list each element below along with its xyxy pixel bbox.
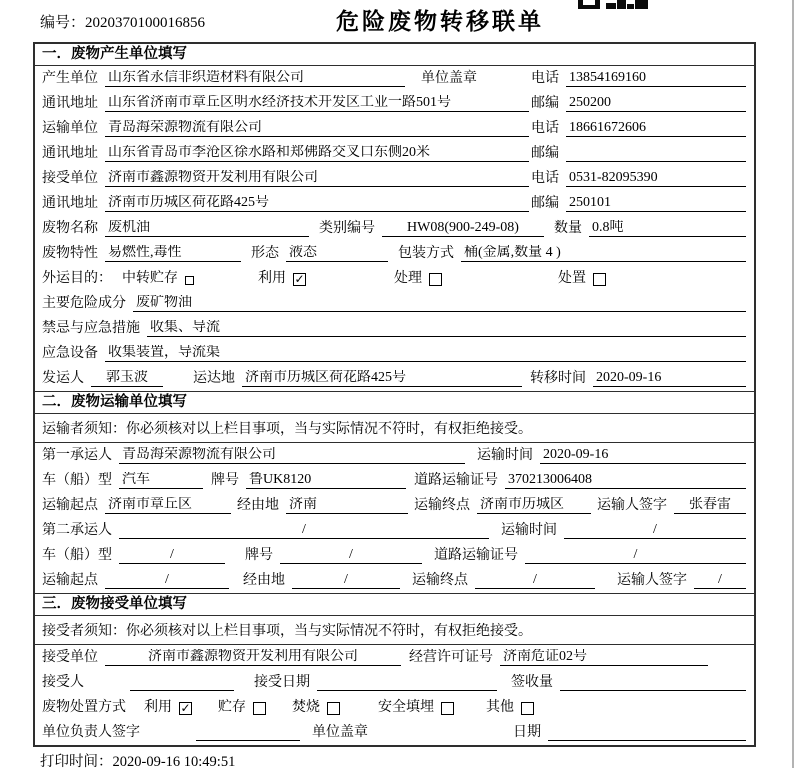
purpose-opt-use-label: 利用 — [258, 271, 286, 286]
destination-value: 济南市历城区荷花路425号 — [242, 370, 522, 387]
producer-phone-value: 13854169160 — [566, 70, 746, 87]
transfer-storage-checkbox[interactable] — [185, 276, 194, 285]
first-carrier-row — [35, 443, 754, 468]
disposal-opt-store-label: 贮存 — [218, 700, 246, 715]
second-carrier-row — [35, 518, 754, 543]
hazard-label: 主要危险成分 — [42, 296, 126, 311]
disposal-incinerate-checkbox[interactable] — [327, 702, 340, 715]
route-end-label: 运输终点 — [412, 573, 468, 588]
treatment-checkbox[interactable] — [429, 273, 442, 286]
vehicle-type-value: 汽车 — [119, 472, 203, 489]
destination-label: 运达地 — [193, 371, 235, 386]
received-qty-value — [560, 675, 746, 691]
acceptor-value — [130, 675, 234, 691]
signoff-row — [35, 720, 754, 745]
road-license-label: 道路运输证号 — [414, 473, 498, 488]
transporter-zip-value — [566, 146, 746, 162]
purpose-opt-treat-label: 处理 — [394, 271, 422, 286]
route-start-value: 济南市章丘区 — [105, 497, 231, 514]
road-license2-value: / — [525, 547, 746, 564]
vehicle1-row — [35, 468, 754, 493]
accept-unit-value: 济南市鑫源物资开发利用有限公司 — [105, 649, 401, 666]
waste-qty-label: 数量 — [554, 221, 582, 236]
zip-label: 邮编 — [531, 196, 559, 211]
road-license-label: 道路运输证号 — [434, 548, 518, 563]
plate-label: 牌号 — [245, 548, 273, 563]
transporter-value: 青岛海荣源物流有限公司 — [105, 120, 529, 137]
route-via2-value: / — [292, 572, 400, 589]
disposal-opt-landfill-label: 安全填埋 — [378, 700, 434, 715]
packing-label: 包装方式 — [398, 246, 454, 261]
plate-value: 鲁UK8120 — [246, 472, 406, 489]
carrier-sign2-value: / — [694, 572, 746, 589]
page-edge-divider — [792, 0, 794, 768]
first-carrier-label: 第一承运人 — [42, 448, 112, 463]
route-start-label: 运输起点 — [42, 498, 98, 513]
vehicle-type-label: 车（船）型 — [42, 548, 112, 563]
vehicle-type2-value: / — [119, 547, 225, 564]
accept-unit-label: 接受单位 — [42, 650, 98, 665]
unit-seal-label: 单位盖章 — [312, 725, 368, 740]
plate-label: 牌号 — [211, 473, 239, 488]
receiver-phone-value: 0531-82095390 — [566, 170, 746, 187]
section-receiver — [35, 593, 754, 745]
phone-label: 电话 — [531, 171, 559, 186]
route1-row — [35, 493, 754, 518]
transporter-address-value: 山东省青岛市李沧区徐水路和郑佛路交叉口东侧20米 — [105, 145, 529, 162]
zip-label: 邮编 — [531, 96, 559, 111]
acceptor-label: 接受人 — [42, 675, 84, 690]
route-via-label: 经由地 — [243, 573, 285, 588]
accept-unit-row — [35, 645, 754, 670]
date-value — [548, 725, 746, 741]
carrier-sign-label: 运输人签字 — [597, 498, 667, 513]
received-qty-label: 签收量 — [511, 675, 553, 690]
zip-label: 邮编 — [531, 146, 559, 161]
section2-header: 二．废物运输单位填写 — [35, 392, 754, 414]
address-label: 通讯地址 — [42, 196, 98, 211]
print-time-value: 2020-09-16 10:49:51 — [112, 754, 236, 768]
section-transport — [35, 391, 754, 593]
producer-zip-value: 250200 — [566, 95, 746, 112]
receiver-address-row — [35, 191, 754, 216]
purpose-row — [35, 266, 754, 291]
shipper-label: 发运人 — [42, 371, 84, 386]
section1-header: 一．废物产生单位填写 — [35, 44, 754, 66]
transporter-phone-value: 18661672606 — [566, 120, 746, 137]
address-label: 通讯地址 — [42, 96, 98, 111]
waste-qty-value: 0.8吨 — [589, 220, 746, 237]
section-producer — [35, 44, 754, 391]
transfer-time-label: 转移时间 — [530, 371, 586, 386]
purpose-opt-transfer-label: 中转贮存 — [122, 271, 178, 286]
producer-value: 山东省永信非织造材料有限公司 — [105, 70, 405, 87]
route-start2-value: / — [105, 572, 229, 589]
seal-label: 单位盖章 — [421, 71, 477, 86]
disposal-method-label: 废物处置方式 — [42, 700, 126, 715]
purpose-opt-dispose-label: 处置 — [558, 271, 586, 286]
use-checkbox[interactable]: ✓ — [294, 272, 305, 286]
waste-props-value: 易燃性,毒性 — [105, 245, 241, 262]
transport-time-label: 运输时间 — [501, 523, 557, 538]
phone-label: 电话 — [531, 121, 559, 136]
producer-row — [35, 66, 754, 91]
route-end-label: 运输终点 — [414, 498, 470, 513]
qr-code-fragment-icon — [578, 0, 650, 9]
receiver-zip-value: 250101 — [566, 195, 746, 212]
date-label: 日期 — [513, 725, 541, 740]
equipment-label: 应急设备 — [42, 346, 98, 361]
shipper-row — [35, 366, 754, 391]
second-carrier-value: / — [119, 522, 489, 539]
hazard-row — [35, 291, 754, 316]
taboo-row — [35, 316, 754, 341]
accept-date-label: 接受日期 — [254, 675, 310, 690]
disposal-other-checkbox[interactable] — [521, 702, 534, 715]
producer-label: 产生单位 — [42, 71, 98, 86]
vehicle2-row — [35, 543, 754, 568]
disposal-opt-burn-label: 焚烧 — [292, 700, 320, 715]
equipment-value: 收集装置，导流渠 — [105, 345, 746, 362]
taboo-label: 禁忌与应急措施 — [42, 321, 140, 336]
waste-name-label: 废物名称 — [42, 221, 98, 236]
waste-form-value: 液态 — [286, 245, 388, 262]
transport-time-label: 运输时间 — [477, 448, 533, 463]
receiver-label: 接受单位 — [42, 171, 98, 186]
transporter-notice: 运输者须知：你必须核对以上栏目事项，当与实际情况不符时，有权拒绝接受。 — [35, 414, 754, 443]
packing-value: 桶(金属,数量 4 ) — [461, 245, 746, 262]
transporter-row — [35, 116, 754, 141]
waste-name-value: 废机油 — [105, 220, 309, 237]
shipper-value: 郭玉波 — [91, 370, 163, 387]
route-start-label: 运输起点 — [42, 573, 98, 588]
disposal-method-row — [35, 695, 754, 720]
receiver-address-value: 济南市历城区荷花路425号 — [105, 195, 529, 212]
route-via-label: 经由地 — [237, 498, 279, 513]
responsible-sign-label: 单位负责人签字 — [42, 725, 140, 740]
doc-number-value: 2020370100016856 — [85, 15, 206, 31]
print-time-label: 打印时间： — [40, 754, 113, 768]
transporter-address-row — [35, 141, 754, 166]
transfer-time-value: 2020-09-16 — [593, 370, 746, 387]
receiver-notice: 接受者须知：你必须核对以上栏目事项，当与实际情况不符时，有权拒绝接受。 — [35, 616, 754, 645]
producer-address-value: 山东省济南市章丘区明水经济技术开发区工业一路501号 — [105, 95, 529, 112]
manifest-form — [33, 42, 756, 747]
disposal-opt-other-label: 其他 — [486, 700, 514, 715]
route-end2-value: / — [475, 572, 595, 589]
carrier-sign-label: 运输人签字 — [617, 573, 687, 588]
waste-form-label: 形态 — [251, 246, 279, 261]
first-carrier-value: 青岛海荣源物流有限公司 — [119, 447, 465, 464]
disposal-store-checkbox[interactable] — [253, 702, 266, 715]
plate2-value: / — [280, 547, 422, 564]
disposal-checkbox[interactable] — [593, 273, 606, 286]
print-time — [40, 750, 235, 768]
route-end-value: 济南市历城区 — [477, 497, 591, 514]
transporter-label: 运输单位 — [42, 121, 98, 136]
route2-row — [35, 568, 754, 593]
responsible-sign-value — [196, 725, 300, 741]
equipment-row — [35, 341, 754, 366]
hazard-value: 废矿物油 — [133, 295, 746, 312]
waste-props-label: 废物特性 — [42, 246, 98, 261]
operating-license-value: 济南危证02号 — [500, 649, 708, 666]
vehicle-type-label: 车（船）型 — [42, 473, 112, 488]
receiver-row — [35, 166, 754, 191]
producer-address-row — [35, 91, 754, 116]
doc-title: 危险废物转移联单 — [336, 9, 544, 34]
second-carrier-label: 第二承运人 — [42, 523, 112, 538]
road-license-value: 370213006408 — [505, 472, 746, 489]
section3-header: 三．废物接受单位填写 — [35, 594, 754, 616]
disposal-use-checkbox[interactable]: ✓ — [180, 701, 191, 715]
doc-number-label: 编号： — [40, 15, 86, 31]
carrier-sign-value: 张春雷 — [674, 497, 746, 514]
waste-props-row — [35, 241, 754, 266]
waste-code-value: HW08(900-249-08) — [382, 220, 544, 237]
operating-license-label: 经营许可证号 — [409, 650, 493, 665]
transport-time2-value: / — [564, 522, 746, 539]
address-label: 通讯地址 — [42, 146, 98, 161]
transport-time-value: 2020-09-16 — [540, 447, 746, 464]
receiver-value: 济南市鑫源物资开发利用有限公司 — [105, 170, 529, 187]
phone-label: 电话 — [531, 71, 559, 86]
accept-date-value — [317, 675, 497, 691]
disposal-opt-use-label: 利用 — [144, 700, 172, 715]
disposal-landfill-checkbox[interactable] — [441, 702, 454, 715]
purpose-label: 外运目的： — [42, 271, 112, 286]
waste-name-row — [35, 216, 754, 241]
doc-number — [40, 11, 205, 32]
taboo-value: 收集、导流 — [147, 320, 746, 337]
waste-code-label: 类别编号 — [319, 221, 375, 236]
route-via-value: 济南 — [286, 497, 408, 514]
acceptor-row — [35, 670, 754, 695]
